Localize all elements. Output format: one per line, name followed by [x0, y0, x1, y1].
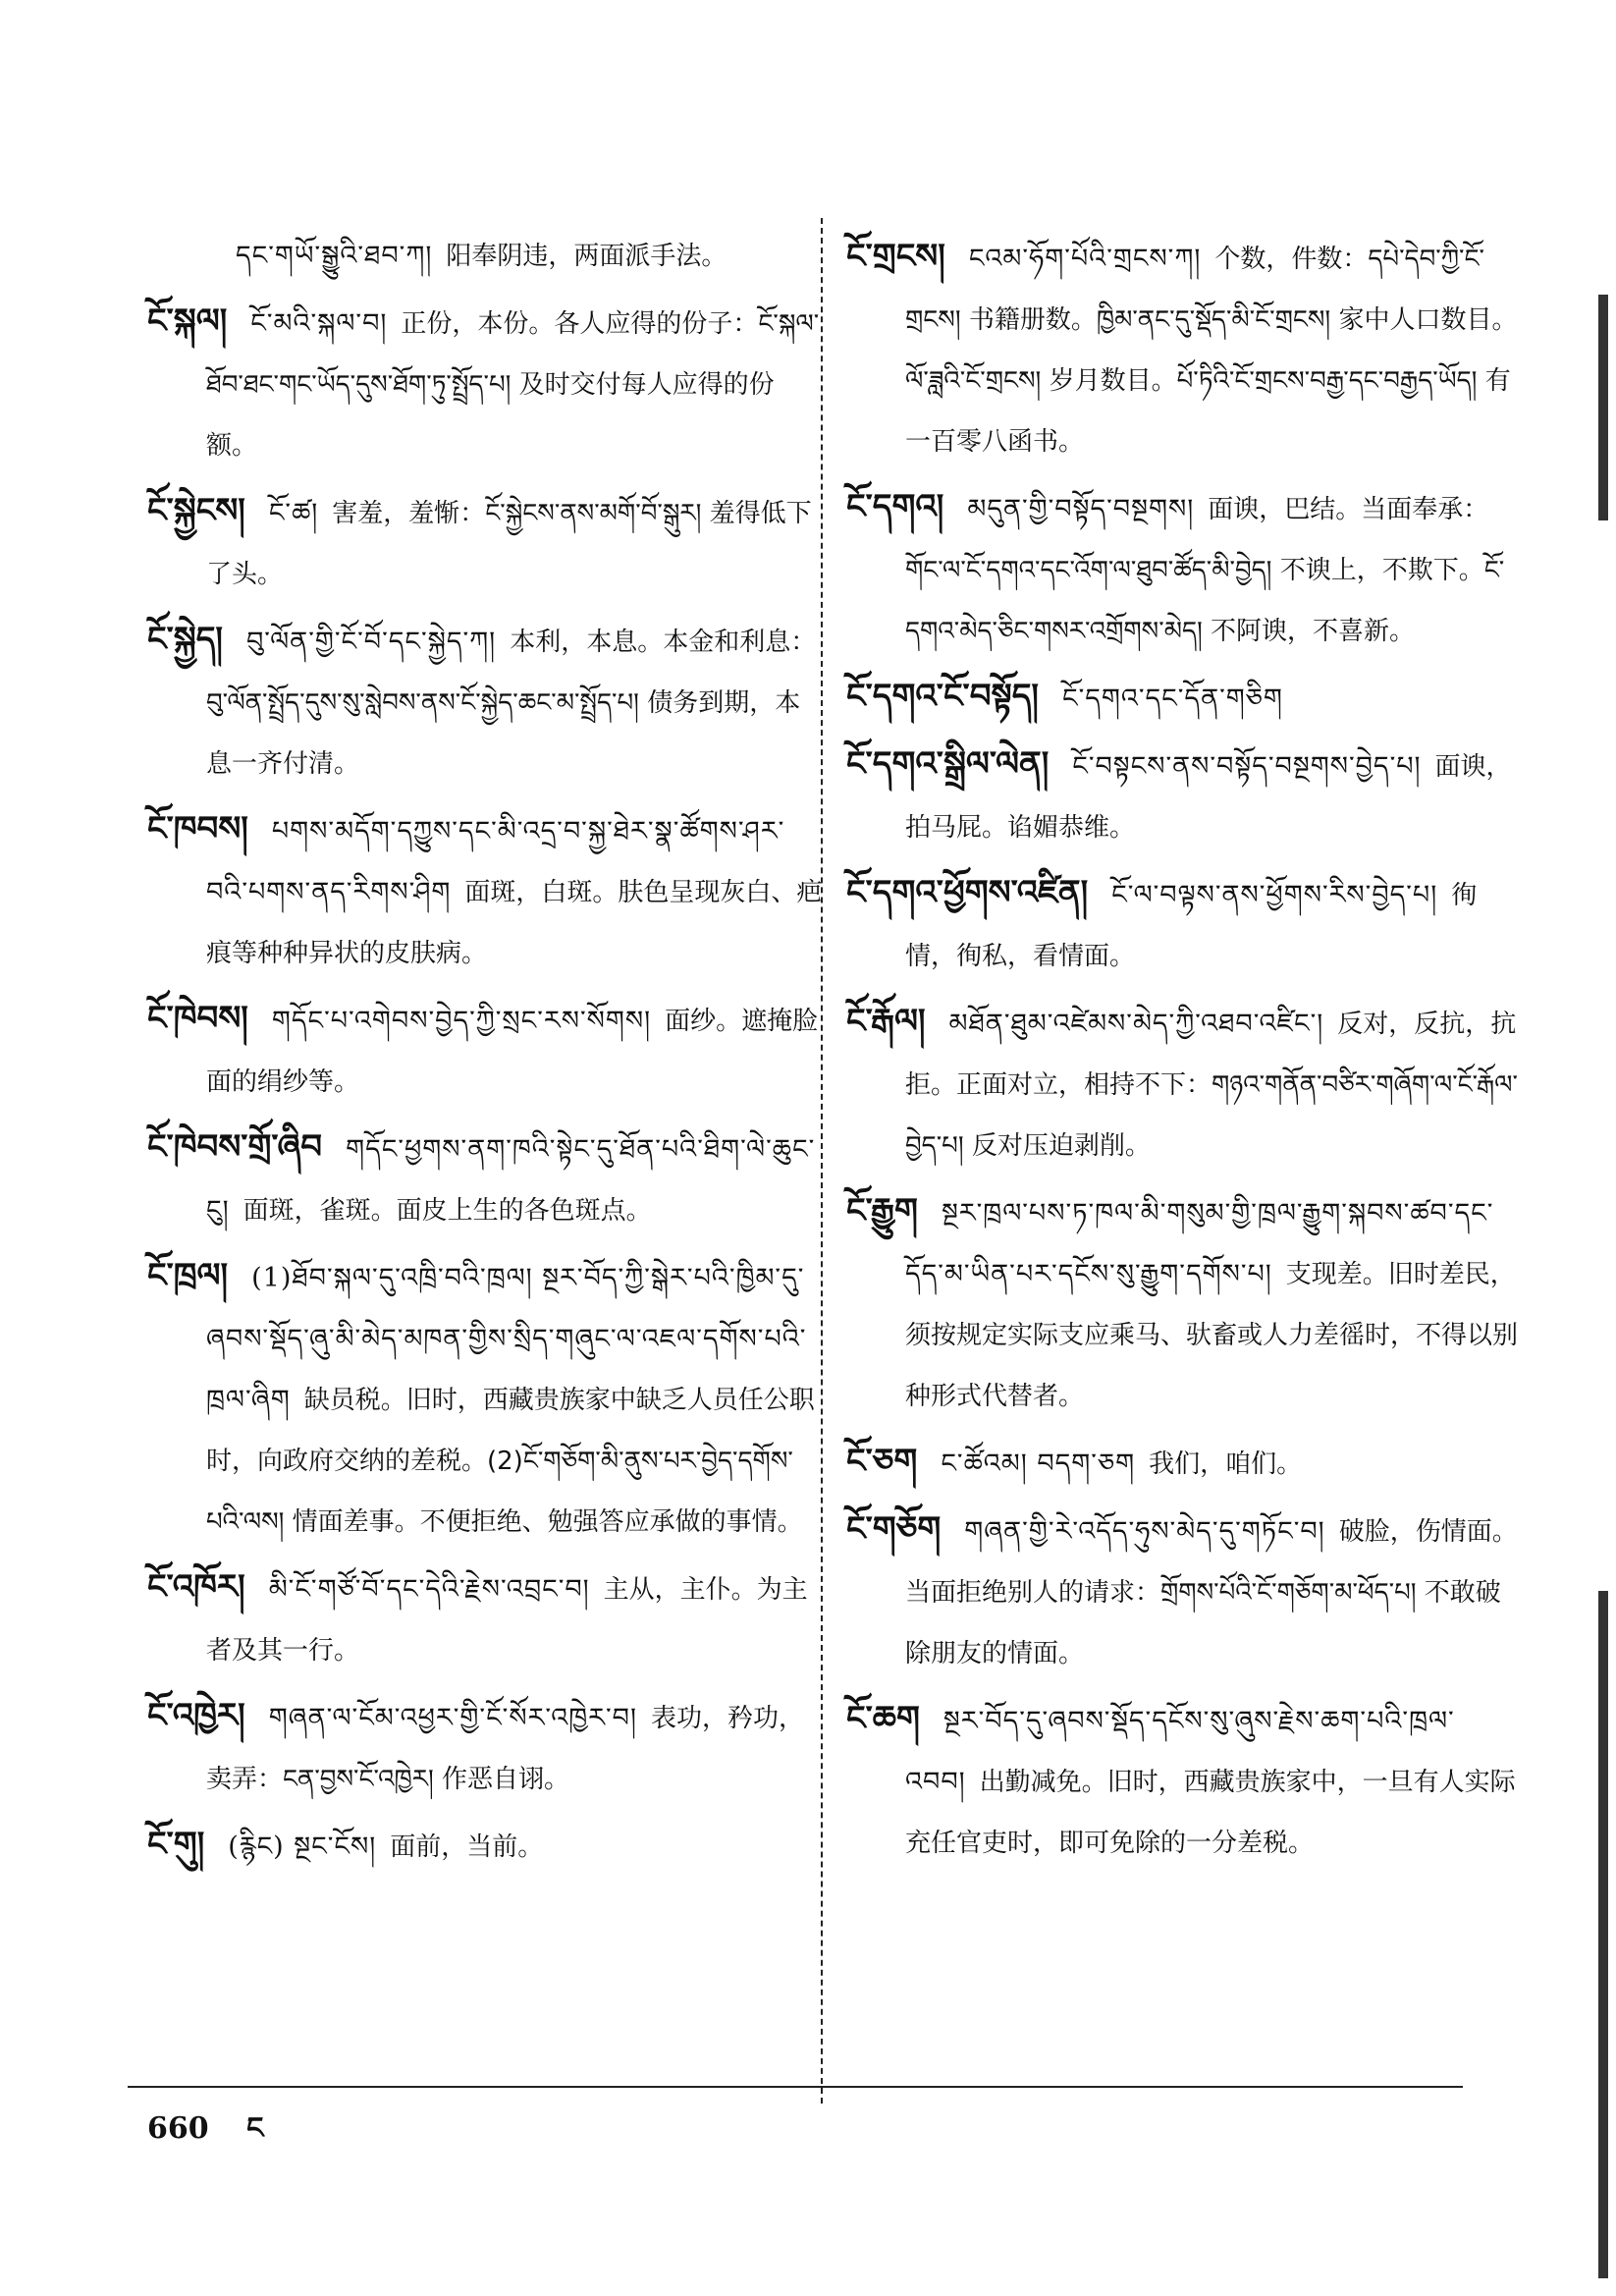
entry-headword: ངོ་ཆག — [846, 1699, 920, 1738]
dictionary-entry — [147, 291, 825, 476]
dictionary-entry — [147, 226, 825, 287]
entry-tibetan: གཞན་ལ་ངོམ་འཕྱར་གྱི་ངོ་སོར་འཁྱེར་བ། — [268, 1703, 637, 1733]
entry-tibetan: མཐོན་ཐུམ་འཛེམས་མེད་ཀྱི་འཐབ་འཛིང་། — [948, 1009, 1324, 1039]
entry-tibetan: ངོ་མའི་སྐལ་བ། — [250, 308, 388, 339]
entry-chinese: 支现差。旧时差民，须按规定实际支应乘马、驮畜或人力差徭时，不得以别种形式代替者。 — [905, 1260, 1519, 1411]
entry-chinese: 主从，主仆。为主者及其一行。 — [206, 1575, 808, 1666]
section-letter: ང — [246, 2111, 264, 2146]
entry-headword: ངོ་འཁོར། — [147, 1567, 245, 1607]
dictionary-entry — [846, 991, 1524, 1176]
entry-headword: ངོ་གཅོག — [846, 1509, 942, 1549]
dictionary-entry — [846, 1499, 1524, 1684]
dictionary-entry — [147, 1557, 825, 1681]
entry-headword: ངོ་ཅག — [846, 1442, 918, 1481]
entry-headword: ངོ་དགའ་ངོ་བསྟོད། — [846, 677, 1039, 716]
entry-tibetan: (རྙིང) སྔང་ངོས། — [228, 1831, 377, 1862]
entry-tibetan: སྔར་བོད་དུ་ཞབས་སྡོད་དངོས་སུ་ཞུས་རྗེས་ཆག་པའི་ཁྲལ་འབབ། — [905, 1706, 1455, 1797]
entry-headword: ངོ་ཁབས། — [147, 809, 248, 848]
dictionary-entry — [846, 1431, 1524, 1495]
dictionary-entry — [846, 862, 1524, 987]
entry-tibetan: མི་ངོ་གཙོ་བོ་དང་དེའི་རྗེས་འབྲང་བ། — [268, 1574, 590, 1605]
entry-chinese: 面斑，白斑。肤色呈现灰白、疤痕等种种异状的皮肤病。 — [206, 878, 823, 968]
entry-tibetan: ངོ་ཚ། — [268, 498, 319, 528]
dictionary-entry — [147, 988, 825, 1113]
entry-tibetan: བུ་ལོན་གྱི་ངོ་བོ་དང་སྐྱེད་ཀ། — [245, 627, 497, 657]
dictionary-entry — [846, 1180, 1524, 1427]
column-divider — [821, 218, 823, 2104]
entry-chinese: 缺员税。旧时，西藏贵族家中缺乏人员任公职时，向政府交纳的差税。(2)ངོ་གཅོག་མི་ནུས་པར་བྱེད་དགོས་པའི་ལས། 情面差事。不便拒绝、勉强答应承做的事情。 — [206, 1386, 815, 1537]
entry-chinese: 本利，本息。本金和利息：བུ་ལོན་སྤྲོད་དུས་སུ་སླེབས་ནས་ངོ་སྐྱེད་ཆང་མ་སྤྲོད་པ། 债务到期，本息一齐付清。 — [206, 628, 817, 779]
dictionary-entry — [147, 609, 825, 794]
entry-headword: ངོ་སྐྱེད། — [147, 620, 223, 659]
entry-tibetan: ང་ཚོའམ། བདག་ཅག — [941, 1449, 1136, 1479]
entry-chinese: 害羞，羞惭：ངོ་སྐྱེངས་ནས་མགོ་བོ་སྒུར། 羞得低下了头。 — [206, 499, 812, 589]
entry-chinese: 面纱。遮掩脸面的绢纱等。 — [206, 1007, 819, 1097]
entry-headword: ངོ་རྒྱུག — [846, 1191, 918, 1230]
entry-headword: ངོ་ཁེབས་གྲོ་ཞིབ — [147, 1127, 323, 1167]
entry-headword: ངོ་དགའ་ཕྱོགས་འཛིན། — [846, 873, 1089, 912]
entry-tibetan: སྔར་ཁྲལ་པས་ཏ་ཁལ་མི་གསུམ་གྱི་ཁྲལ་རྒྱུག་སྐབས་ཚབ་དང་དོད་མ་ཡིན་པར་དངོས་སུ་རྒྱུག་དགོས་པ། — [905, 1198, 1494, 1289]
footer-rule — [128, 2086, 1463, 2088]
dictionary-entry — [846, 226, 1524, 472]
entry-headword: ངོ་གུ། — [147, 1825, 205, 1864]
entry-chinese: 表功，矜功，卖弄：ངན་བྱས་ངོ་འཁྱེར། 作恶自诩。 — [206, 1704, 804, 1794]
entry-headword: ངོ་ཁྲལ། — [147, 1256, 229, 1295]
entry-tibetan: མདུན་གྱི་བསྟོད་བསྔགས། — [967, 494, 1195, 524]
entry-tibetan: གདོང་པ་འགེབས་བྱེད་ཀྱི་སྲང་རས་སོགས། — [271, 1006, 652, 1036]
entry-tibetan: ངའམ་ཧོག་པོའི་གྲངས་ཀ། — [968, 244, 1202, 274]
dictionary-entry — [147, 798, 825, 984]
scan-edge-mark — [1598, 295, 1608, 520]
entry-headword: ངོ་དགའ་སྒྲིལ་ལེན། — [846, 744, 1050, 784]
left-column — [147, 226, 825, 1882]
scan-edge-mark — [1598, 1591, 1608, 2278]
entry-chinese: 面前，当前。 — [390, 1832, 544, 1862]
entry-chinese: 面谀，巴结。当面奉承：གོང་ལ་ངོ་དགའ་དང་འོག་ལ་ཐུབ་ཚོད་མི་བྱེད། 不谀上，不欺下。ངོ་དགའ་མེད་ཅིང་གསར་འགྲོགས་མེད། 不阿谀，不喜新。 — [905, 495, 1505, 646]
entry-chinese: 我们，咱们。 — [1149, 1449, 1303, 1479]
entry-tibetan: གདོང་ཕྱགས་ནག་ཁའི་སྟེང་དུ་ཐོན་པའི་ཐིག་ལེ་ཆུང་ངུ། — [206, 1134, 816, 1226]
dictionary-entry — [147, 1685, 825, 1810]
entry-chinese: 徇情，徇私，看情面。 — [905, 881, 1478, 971]
entry-chinese: 出勤减免。旧时，西藏贵族家中，一旦有人实际充任官吏时，即可免除的一分差税。 — [905, 1768, 1516, 1858]
entry-chinese: 阳奉阴违，两面派手法。 — [446, 242, 727, 271]
entry-headword: ངོ་སྐལ། — [147, 301, 228, 341]
entry-headword: ངོ་རྒོལ། — [846, 1002, 926, 1041]
entry-headword: ངོ་གྲངས། — [846, 237, 945, 276]
entry-chinese: 面斑，雀斑。面皮上生的各色斑点。 — [242, 1196, 652, 1226]
entry-headword: ངོ་ཁེབས། — [147, 999, 248, 1038]
right-column — [846, 226, 1524, 1878]
entry-chinese: 破脸，伤情面。当面拒绝别人的请求：གྲོགས་པོའི་ངོ་གཅོག་མ་ཕོད་པ། 不敢破除朋友的情面。 — [905, 1517, 1518, 1668]
entry-chinese: 面谀，拍马屁。谄媚恭维。 — [905, 752, 1512, 843]
dictionary-entry — [846, 734, 1524, 858]
entry-tibetan: དང་གཡོ་སྒྱུའི་ཐབ་ཀ། — [236, 241, 433, 271]
entry-tibetan: ངོ་དགའ་དང་དོན་གཅིག — [1061, 683, 1283, 714]
page-footer — [147, 2096, 291, 2178]
dictionary-entry — [846, 666, 1524, 730]
entry-headword: ངོ་དགའ། — [846, 487, 944, 526]
dictionary-entry — [147, 480, 825, 605]
entry-chinese: 正份，本份。各人应得的份子：ངོ་སྐལ་ཐོབ་ཐང་གང་ཡོད་དུས་ཐོག་ཏུ་སྤྲོད་པ། 及时交付每人应得的份额。 — [206, 309, 820, 461]
entry-headword: ངོ་སྐྱེངས། — [147, 491, 245, 530]
dictionary-entry — [147, 1117, 825, 1241]
entry-tibetan: ངོ་བསྟངས་ནས་བསྟོད་བསྔགས་བྱེད་པ། — [1072, 751, 1422, 782]
entry-tibetan: ངོ་ལ་བལྟས་ནས་ཕྱོགས་རིས་བྱེད་པ། — [1111, 880, 1438, 910]
dictionary-entry — [147, 1245, 825, 1553]
entry-chinese: 个数，件数：དཔེ་དེབ་ཀྱི་ངོ་གྲངས། 书籍册数。ཁྱིམ་ནང་དུ་སྡོད་མི་ངོ་གྲངས། 家中人口数目。ལོ་ཟླའི་ངོ་གྲངས། 岁月数目。པོ་ཏིའི་ངོ་གྲངས་བརྒྱ་དང་བརྒྱད་ཡོད། 有一百零八函书。 — [905, 245, 1518, 457]
dictionary-entry — [846, 1688, 1524, 1874]
page-number: 660 — [147, 2111, 209, 2146]
dictionary-entry — [846, 476, 1524, 662]
entry-tibetan: གཞན་གྱི་རེ་འདོད་ཧུས་མེད་དུ་གཏོང་བ། — [964, 1516, 1325, 1547]
entry-headword: ངོ་འཁྱེར། — [147, 1696, 245, 1735]
entry-tibetan: པགས་མདོག་དཀྱུས་དང་མི་འདྲ་བ་སྐྱ་ཐེར་སྣ་ཚོགས་ཤར་བའི་པགས་ནད་རིགས་ཤིག — [206, 816, 785, 907]
dictionary-entry — [147, 1814, 825, 1878]
entry-chinese: 反对，反抗，抗拒。正面对立，相持不下：གཉའ་གནོན་བཙིར་གཞོག་ལ་ངོ་རྒོལ་བྱེད་པ། 反对压迫剥削。 — [905, 1010, 1518, 1161]
entry-tibetan: (1)ཐོབ་སྐལ་དུ་འཁྲི་བའི་ཁྲལ། སྔར་བོད་ཀྱི་སྒེར་པའི་ཁྱིམ་དུ་ཞབས་སྡོད་ཞུ་མི་མེད་མཁན་གྱིས་སྲིད་གཞུང་ལ་འཇལ་དགོས་པའི་ཁྲལ་ཞིག — [206, 1263, 807, 1415]
